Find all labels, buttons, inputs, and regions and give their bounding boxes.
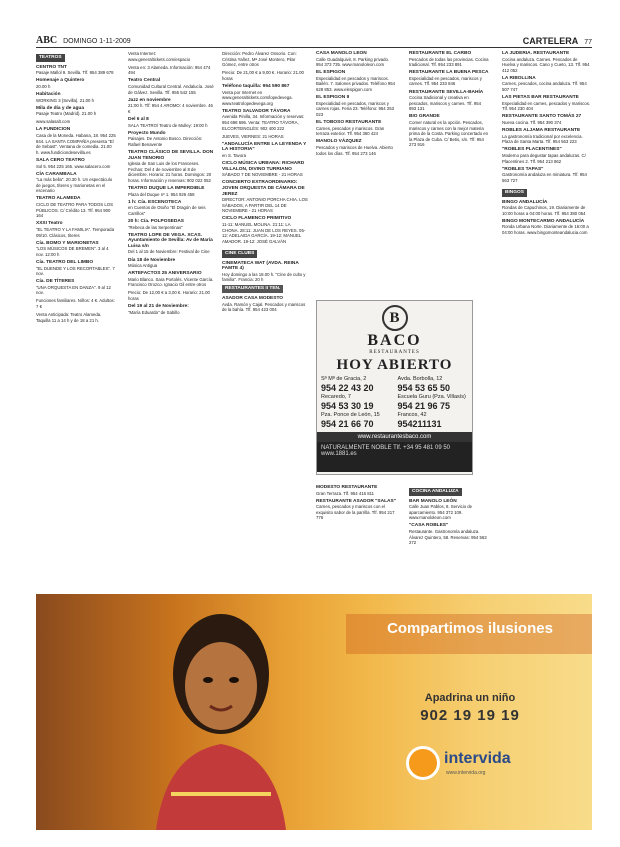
baco-phone: 954 22 43 20 (321, 383, 374, 393)
listing-entry (36, 78, 116, 89)
listing-entry (36, 298, 116, 309)
column-cocina-andaluza (409, 485, 489, 590)
intervida-url: www.intervida.org (446, 770, 486, 776)
listing-body: 21:00 h. Tlf: 954 4 AROMO: 4 noviembre. 46 € (128, 103, 213, 114)
listing-body: "UNA ORQUESTA EN DANZA". 9 al 12 nov. (36, 284, 111, 296)
listing-entry (409, 523, 489, 545)
listing-body: Venta Anticipada: Teatro Alameda. Taquilla 11 a 14 h y de 18 a 21 h. (36, 312, 102, 323)
intervida-logo (406, 744, 556, 784)
listing-body: "LOS MÚSICOS DE BREMEN". 3 al 4 nov. 12:00 h (36, 246, 109, 257)
listing-body: Avenida Pinilla, 34. Información y reservas: 954 698 696. Venta: TEATRO TÁVORA, ELCORTEINGLÉS: 902 400 222 (222, 114, 305, 131)
baco-location: Recaredo, 7 (321, 394, 351, 400)
listing-entry (128, 117, 214, 128)
baco-url: www.restaurantesbaco.com (317, 432, 472, 442)
baco-location: Escuela Guru (Pza. Villasís) (397, 394, 466, 400)
listing-title: CINEMATECA WAT (AVDA. REINA FAMTE 4) (222, 260, 299, 272)
listing-body: Del 1 al 15 de Noviembre: Festival de Cine (128, 249, 210, 255)
listing-entry (36, 312, 116, 323)
listing-entry (128, 304, 214, 315)
listing-body: Nueva cocina. Tlf. 954 390 374 (502, 120, 562, 126)
listing-title: XXXI Teatro (36, 221, 63, 227)
listing-entry (502, 147, 592, 164)
listing-title: CASA MANOLO LEÓN (316, 51, 367, 56)
listing-title: BAR MANOLO LEÓN (409, 498, 457, 504)
listing-entry (128, 233, 214, 255)
listing-entry (36, 158, 116, 169)
listing-title: EL ESPIGON II (316, 95, 350, 101)
listing-body: Rondas de Capuchinos, 19. Diariamente de 10:00 horas a 04:00 horas. Tlf. 954 380 054 (502, 205, 586, 216)
listing-title: RESTAURANTE ASADOR "SALAS" (316, 498, 396, 504)
listing-body: Pasaje Teatro (Madrid). 21.00 h (36, 111, 97, 117)
listing-title: Homenaje a Quintero (36, 78, 85, 84)
baco-phone: 954 21 66 70 (321, 419, 374, 429)
listing-body: "La más bella". 20.30 h. Un espectáculo de juegos, títeres y marionetas en el escenario (36, 177, 113, 194)
listing-entry (502, 114, 592, 125)
section-label: TEATROS (36, 54, 65, 62)
listing-title: Cía. DE TÍTERES (36, 279, 75, 285)
listing-body: Especialidad en pescados, mariscos y carnes rojas. Feria 23. Teléfono: 954 253 023 (316, 100, 395, 117)
listing-title: 20 h: Cía. POLPOSEDAS (128, 218, 184, 224)
listing-entry (409, 114, 489, 148)
listing-body: "María Eduarda" de Sabillo (128, 309, 180, 315)
listing-entry (36, 92, 116, 103)
column-restaurantes-bingos (502, 51, 592, 591)
listing-body: Comer natural es la opción. Pescados, mariscos y carnes con la mejor materia prima de la Costa. Parking concertado en la Plaza de Cuba. C/ Betis, s/n. Tlf. 954 273 916 (409, 120, 489, 148)
listing-entry (316, 499, 396, 521)
section-label: CINE CLUBS (222, 250, 257, 258)
baco-phone: 954 53 30 19 (321, 401, 374, 411)
listing-title: "ANDALUCÍA ENTRE LA LEYENDA Y LA HISTORIA" (222, 141, 307, 153)
listing-entry (316, 139, 396, 156)
listing-body: Precio: De 12,00 € a 3,00 €. Horario: 21.00 horas (128, 290, 210, 302)
baco-slogan: HOY ABIERTO (336, 357, 453, 373)
listing-entry (128, 51, 214, 62)
listing-body: Casa de la Moneda. Habana, 18. 954 225 844. LA SANTA COMPAÑÍA presenta "El de Sebast". Ventana de comedia. 21.00 h. www.fundiciondesevilla.es (36, 133, 116, 155)
intervida-brand: intervida (444, 750, 511, 767)
column-teatros-2 (128, 51, 214, 591)
listing-title: LA JUDERÍA. RESTAURANTE (502, 51, 570, 56)
listing-entry (502, 51, 592, 73)
baco-phone: 954 21 96 75 (397, 401, 451, 411)
listing-body: Venta en: 3 Alameda. Información: 954 474 494 (128, 64, 211, 76)
listing-entry (316, 70, 396, 92)
listing-body: DIRECTOR: ANTONIO PORCHA CHIA. LOS SÁBADOS, A PARTIR DEL 14 DE NOVIEMBRE - 21 HORAS (222, 197, 308, 214)
listing-title: CICLO FLAMENCO PRIMITIVO (222, 216, 292, 222)
listing-entry (316, 51, 396, 68)
listing-title: MODESTO RESTAURANTE (316, 485, 378, 490)
listing-entry (316, 120, 396, 137)
listing-title: TEATRO LOPE DE VEGA. XCAS. Ayuntamiento de Sevilla: Av de María Luisa s/n (128, 232, 213, 249)
listing-title: RESTAURANTE LA BUENA PESCA (409, 70, 489, 76)
listing-body: Música Antigua (128, 263, 158, 269)
listing-entry (316, 485, 396, 496)
listing-title: CICLO MÚSICA URBANA: RICHARD VILLALON, DIVINO TURRIANO (222, 161, 305, 172)
listing-body: Cocina tradicional y creativa en pescados, mariscos y carnes. Tlf. 954 893 131 (409, 95, 482, 112)
listing-entry (222, 70, 308, 81)
listing-entry (128, 271, 214, 288)
listing-entry (128, 258, 214, 269)
listing-body: Pescados de todas las provincias. Cocina tradicional. Tlf. 954 233 891 (409, 56, 489, 68)
listing-entry (128, 131, 214, 148)
listing-body: Mario Blanco. Sara Portolés. Vicente García. Francisco Orozco. Ignacio Gil entre otros (128, 276, 214, 288)
listing-entry (222, 216, 308, 244)
listing-title: BINGO MONTECARMO ANDALUCÍA (502, 218, 585, 224)
listing-title: TEATRO DUQUE LA IMPERDIBLE (128, 185, 205, 191)
listing-title: ROBLES ALJAMA RESTAURANTE (502, 128, 581, 134)
page-number: 77 (584, 39, 592, 46)
listing-title: "ROBLES PLACENTINES" (502, 147, 562, 153)
sun-icon (406, 746, 440, 780)
brand-logo: ABC (36, 35, 58, 46)
listing-body: JUEVES, VIERNES: 21 HORAS (222, 133, 284, 139)
baco-footer: NATURALMENTE NOBLE Tlf. +34 95 481 09 50 www.1881.es (317, 442, 472, 472)
column-teatros (36, 51, 116, 591)
listing-body: Funciones familiares. Niños: 4 €. Adultos: 7 € (36, 298, 115, 310)
listing-title: 1 h: Cía. ESCENOTECA (128, 199, 182, 205)
listing-entry (36, 119, 116, 125)
column-teatros-3 (222, 51, 308, 591)
listing-entry (222, 296, 308, 313)
listing-body: La gastronomía tradicional por excelencia. Plaza de Santa Marta. Tlf. 954 563 223 (502, 133, 583, 145)
baco-phone: 954 53 65 50 (397, 383, 451, 393)
listing-body: Especialidad en carnes, pescados y mariscos. Tlf. 954 230 404 (502, 100, 591, 112)
listing-title: Del 6 al 8 (128, 116, 149, 122)
listing-title: ARTEFACTOS 25 ANIVERSARIO (128, 271, 202, 277)
listing-title: SALA CERO TEATRO (36, 157, 85, 163)
listing-entry (36, 241, 116, 258)
listing-entry (222, 161, 308, 178)
listing-entry (36, 127, 116, 155)
listing-title: TEATRO ALAMEDA (36, 196, 81, 202)
listing-entry (409, 51, 489, 68)
listing-title: RESTAURANTE SANTO TOMÁS 27 (502, 114, 582, 120)
listing-body: WORKING 3 (Sevilla). 21.00 h (36, 97, 95, 103)
listing-body: Dirección: Pedro Álvarez Ossorio. Con: Cristina Yañez, Mª José Montero, Pilar Gómez, entre otros (222, 51, 297, 68)
listing-entry (502, 167, 592, 184)
listing-title: EL ESPIGON (316, 70, 346, 76)
listing-body: Venta por Internet en www.generaltickets.com/lopedevega. www.teatrolopedevega.org (222, 89, 293, 106)
listing-body: Gastronomía andaluza en miniatura. Tlf. 954 563 727 (502, 172, 587, 183)
ad-title: Compartimos ilusiones (387, 620, 553, 637)
listing-title: "ROBLES TAPAS" (502, 166, 544, 172)
listing-entry (36, 196, 116, 218)
listing-entry (128, 150, 214, 184)
listing-body: Carnes, pescados y mariscos con el exquisito sabor de la parrilla. Tlf. 954 217 776 (316, 504, 395, 521)
listing-title: LA RIBOLLINA (502, 75, 536, 81)
section-title: CARTELERA (522, 36, 579, 46)
baco-location: Avda. Borbolla, 12 (397, 376, 443, 382)
listing-entry (409, 499, 489, 521)
listing-body: "EL DUENDE Y LOS RECORTABLES". 7 nov. (36, 265, 115, 277)
listing-body: Restaurante. Gastronomía andaluza. Álvarez Quintero, 58. Reservas: 954 563 272 (409, 529, 487, 546)
listing-body: Pasaje Mallol 9. Sevilla. Tlf. 954 389 678 (36, 70, 114, 76)
listing-title: BINGO ANDALUCÍA (502, 199, 548, 205)
listing-entry (409, 90, 489, 112)
listing-body: "Rebeca de las Serpentinas" (128, 224, 183, 230)
intervida-ad (36, 594, 592, 830)
listing-entry (36, 106, 116, 117)
listing-body: Cocina andaluza. Carnes. Pescados de Huelva y mariscos. Cano y Cueto, 13. Tlf. 954 412 052 (502, 56, 590, 73)
page-header (36, 36, 592, 48)
listing-entry (222, 142, 308, 159)
listing-body: Iglesia de San Luis de los Franceses. Fechas: Del 4 de noviembre al 8 de diciembre. Horario: 21 horas. Domingos: 20 horas. Información y reservas: 902 022 052 (128, 161, 212, 183)
baco-location: Sª Mª de Gracia, 2 (321, 376, 367, 382)
ad-subtitle: Apadrina un niño (424, 692, 516, 704)
listing-body: "EL TEATRO Y LA FAMILIA". Temporada 09/10. Clásicos, títeres (36, 226, 114, 238)
listing-entry (502, 200, 592, 217)
listing-body: CICLO DE TEATRO PARA TODOS LOS PÚBLICOS. C/ Crédito 13. Tlf. 954 900 164 (36, 202, 113, 219)
listing-body: Moderno para degustar tapas andaluzas. C/ Placentines 2. Tlf. 954 213 862 (502, 153, 586, 164)
listing-entry (36, 172, 116, 194)
listing-title: Jazz en noviembre (128, 97, 171, 103)
listing-title: Habitación (36, 91, 61, 97)
listing-entry (222, 109, 308, 131)
listing-title: TEATRO SALVADOR TÁVORA (222, 108, 291, 114)
listing-body: SÁBADO 7 DE NOVIEMBRE - 21 HORAS (222, 172, 303, 178)
listing-entry (128, 219, 214, 230)
listing-entry (502, 219, 592, 236)
listing-entry (502, 95, 592, 112)
listing-title: Del 19 al 21 de Noviembre: (128, 304, 189, 310)
listing-body: 20.00 h (36, 83, 51, 89)
listing-entry (222, 134, 308, 140)
listing-body: Venta Internet: www.generaltickets.com/espacio (128, 51, 191, 62)
listing-body: Avda. Ramón y Cajal. Pescados y mariscos de la bahía. Tlf. 954 423 004 (222, 301, 306, 313)
issue-date: DOMINGO 1-11-2009 (63, 38, 131, 45)
listing-title: BIO GRANDE (409, 114, 440, 120)
listing-entry (409, 70, 489, 87)
listing-entry (128, 98, 214, 115)
listing-body: Carnes, pescados y mariscos. Gran terraza exterior. Tlf. 954 360 424 (316, 125, 385, 137)
listing-title: Teléfono taquilla: 954 590 867 (222, 83, 290, 89)
listing-body: 11-11: MANUEL MOLINA. 21:11: LA CHONA. 28:11: JUAN DE LOS REYES. 05-12: ADELAIDA GARCÍA. 19-12: MANUEL AMADOR. 19-12: JOSÉ GALVÁN (222, 222, 306, 244)
listing-body: Especialidad en pescados, mariscos y carnes. Tlf. 954 233 846 (409, 75, 482, 87)
baco-brand: BACO (367, 332, 422, 349)
section-label: BINGOS (502, 189, 527, 197)
listing-title: "CASA ROBLES" (409, 523, 449, 529)
listing-title: LAS PIETAS BAR RESTAURANTE (502, 95, 579, 101)
listing-title: ASADOR CASA MODESTO (222, 295, 284, 301)
ad-phone: 902 19 19 19 (420, 707, 520, 724)
column-restaurantes-2 (409, 51, 489, 296)
listing-entry (222, 180, 308, 214)
listing-entry (36, 260, 116, 277)
listing-body: www.salasalt.com (36, 119, 71, 125)
listing-title: CENTRO TNT (36, 64, 67, 70)
listing-title: Cía. TEATRO DEL LIMBO (36, 259, 94, 265)
listing-body: Especialidad en pescados y mariscos. Bailén. 7. Salones privados. Teléfono 954 628 853. www.elespigon.com (316, 75, 395, 93)
listing-entry (128, 186, 214, 197)
listing-title: TEATRO CLÁSICO DE SEVILLA. DON JUAN TENORIO (128, 149, 214, 161)
listing-entry (128, 78, 214, 95)
listing-title: LA FUNDICION (36, 127, 71, 133)
listing-entry (502, 76, 592, 93)
listing-entry (128, 65, 214, 76)
section-label: RESTAURANTES II TEN. (222, 285, 283, 293)
listing-entry (222, 84, 308, 106)
listing-title: Cía. BOMO Y MARIONETAS (36, 240, 99, 246)
listing-body: Sol 5. 954 225 165. www.salacero.com (36, 163, 111, 169)
listing-entry (128, 290, 214, 301)
listing-entry (502, 128, 592, 145)
listing-body: Carnes, pescados, cocina andaluza. Tlf. 954 507 747 (502, 81, 587, 93)
baco-restaurant-ad (316, 300, 473, 475)
section-label: COCINA ANDALUZA (409, 488, 462, 496)
listing-body: Plaza del Duque nº 1. 954 926 458 (128, 191, 195, 197)
baco-logo-icon: B (382, 305, 408, 331)
listing-body: Precio: De 21,00 € a 9,00 €. Horario: 21.00 horas (222, 70, 304, 81)
listing-title: Teatro Central (128, 78, 161, 84)
column-restaurantes-4 (316, 485, 396, 590)
listing-title: CONCIERTO EXTRAORDINARIO: JOVEN ORQUESTA DE CÁMARA DE JEREZ (222, 180, 305, 197)
listing-entry (36, 65, 116, 76)
listing-body: Ronda Urbana Norte. Diariamente de 16:00 a 04:00 horas. www.bingomonteandalucia.com (502, 224, 589, 236)
listing-title: Día 18 de Noviembre (128, 257, 176, 263)
listing-body: Calle Guadalquivir, 8. Parking privado. 954 373 735. www.manololeon.com (316, 56, 390, 68)
listing-body: en Cuentos de Otoño "El Dragón de seis Carrillos" (128, 205, 206, 216)
listing-title: MANOLO VÁZQUEZ (316, 139, 362, 145)
listing-title: EL TOBOSO RESTAURANTE (316, 120, 382, 126)
listing-entry (36, 279, 116, 296)
listing-body: Comunidad Cultural Central. Andalucía. José de Gálvez. Sevilla. Tlf. 955 542 155 (128, 83, 214, 95)
listing-entry (222, 51, 308, 68)
listing-title: RESTAURANTE EL CARBO (409, 51, 472, 56)
listing-entry (36, 221, 116, 238)
listing-body: Pescados y mariscos de Huelva. Abierto todos los días. Tlf. 954 273 146 (316, 144, 393, 156)
column-restaurantes-1 (316, 51, 396, 296)
baco-sub: RESTAURANTES (369, 350, 420, 355)
listing-entry (316, 95, 396, 117)
listing-title: Mila de día y de agua (36, 105, 84, 111)
listing-title: RESTAURANTE SEVILLA-BAHÍA (409, 89, 484, 95)
baco-location: Pza. Ponce de León, 15 (321, 412, 380, 418)
listing-body: Hoy domingo a las 18.00 h. "Cine de culto y familia". Francia: 20 h (222, 271, 306, 283)
listing-title: CÍA CARAMBALA (36, 171, 77, 177)
listing-body: en S. Tavora (222, 153, 247, 158)
baco-phone: 954211131 (397, 419, 442, 429)
listing-body: Calle Juan Pablos, 8. Servicio de aparcamiento. 954 372 109. www.manololeon.com (409, 504, 473, 521)
listing-body: Paisajes. De Antonio Bosco. Dirección: Rafael Benavente (128, 136, 203, 147)
baco-locations (317, 376, 472, 429)
baco-location: Francos, 42 (397, 412, 427, 418)
listing-entry (128, 200, 214, 217)
girl-photo-icon (126, 594, 316, 830)
listing-title: Proyecto Mundo (128, 130, 166, 136)
listing-entry (222, 261, 308, 283)
listing-body: SALA TEATRO/ Teatro de Mulley: 19:00 h (128, 122, 208, 128)
listing-body: Gran Terraza. Tlf. 954 416 811 (316, 490, 375, 496)
